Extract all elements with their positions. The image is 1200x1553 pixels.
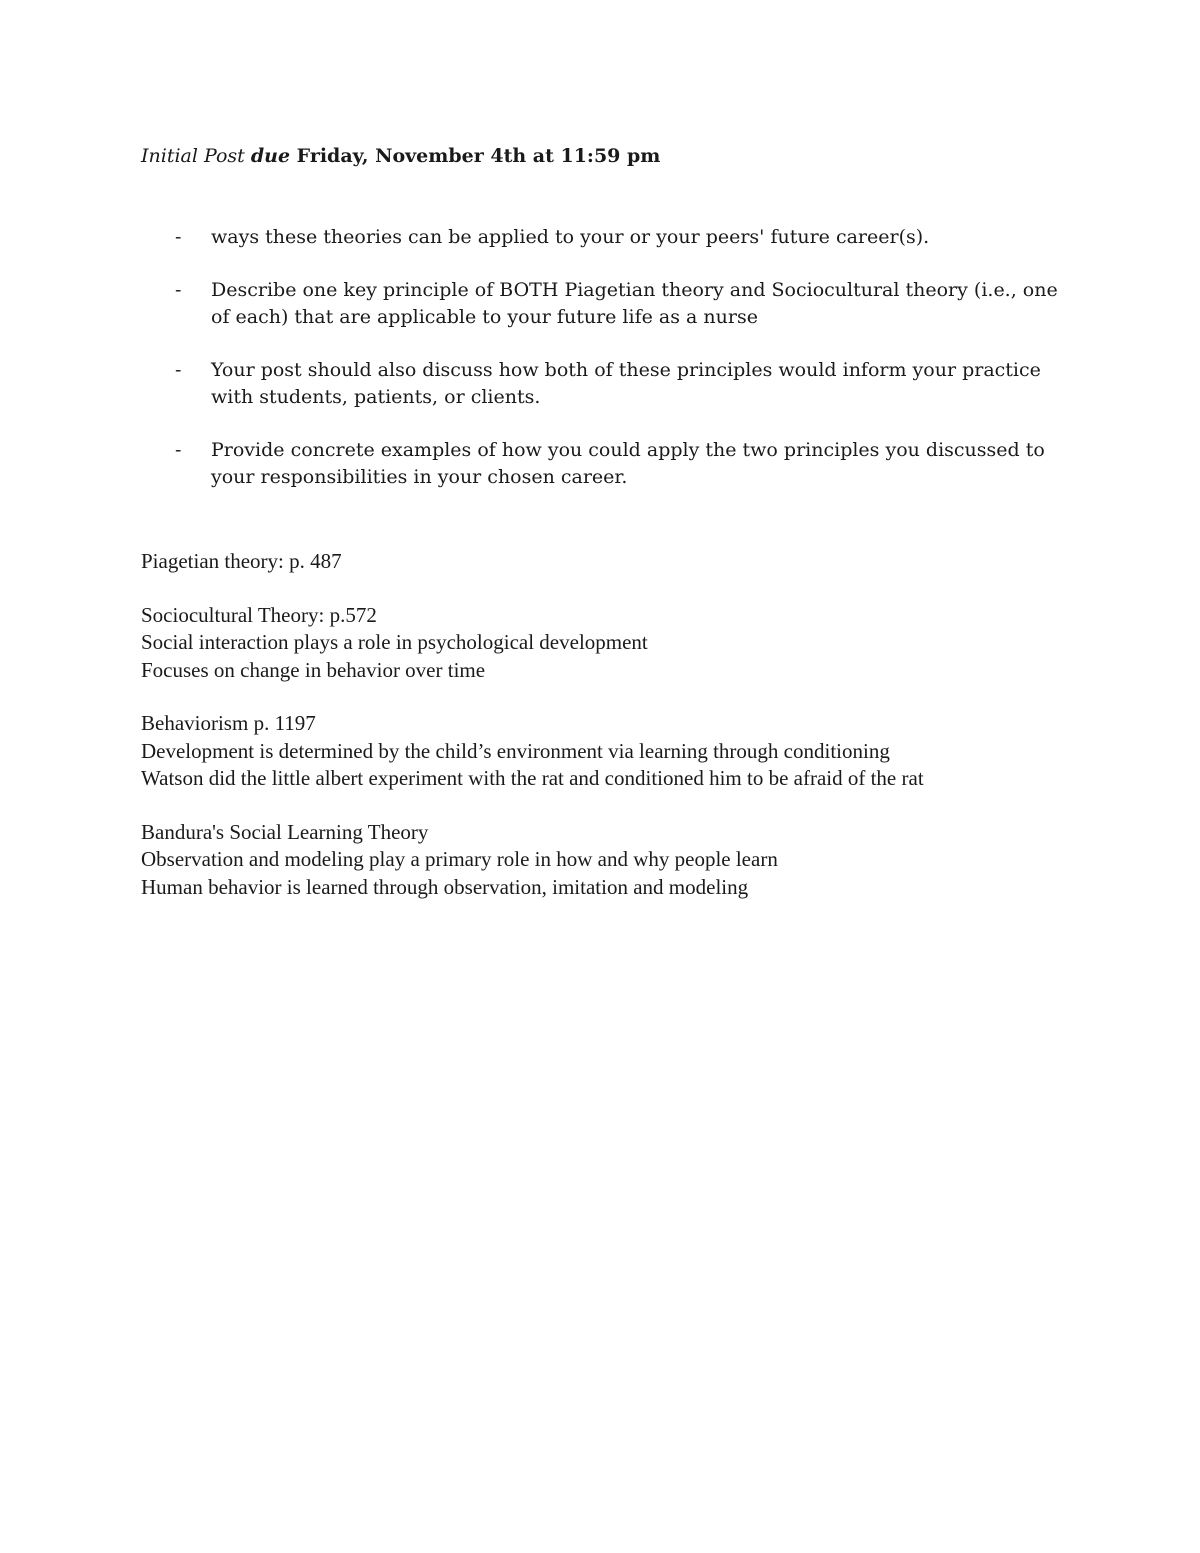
section-heading: Sociocultural Theory: p.572: [141, 602, 377, 627]
notes-section-sociocultural: [141, 602, 1141, 685]
note-line: Development is determined by the child’s environment via learning through conditioning: [141, 738, 890, 763]
header-due-date: Friday, November 4th at 11:59 pm: [290, 145, 661, 167]
bullet-dash: -: [175, 439, 182, 461]
notes-section-behaviorism: [141, 710, 1141, 793]
section-heading: Piagetian theory: p. 487: [141, 549, 342, 573]
bullet-dash: -: [175, 279, 182, 301]
list-item-text: Describe one key principle of BOTH Piagetian theory and Sociocultural theory (i.e., one of each) that are applicable to your future life as a nurse: [211, 279, 1058, 328]
list-item-text: Your post should also discuss how both of these principles would inform your practice with students, patients, or clients.: [211, 359, 1041, 408]
list-item: [141, 357, 1071, 411]
bullet-dash: -: [175, 359, 182, 381]
list-item: [141, 437, 1071, 491]
list-item-text: ways these theories can be applied to your or your peers' future career(s).: [211, 226, 930, 248]
header-initial-post: Initial Post: [141, 145, 251, 167]
note-line: Human behavior is learned through observation, imitation and modeling: [141, 874, 749, 899]
theory-notes: [141, 548, 1141, 927]
note-line: Focuses on change in behavior over time: [141, 657, 486, 682]
list-item-text: Provide concrete examples of how you could apply the two principles you discussed to your responsibilities in your chosen career.: [211, 439, 1045, 488]
section-heading: Behaviorism p. 1197: [141, 711, 316, 735]
notes-section-bandura: [141, 819, 1141, 902]
note-line: Observation and modeling play a primary role in how and why people learn: [141, 847, 778, 871]
assignment-due-header: [141, 142, 660, 170]
requirements-list: [141, 224, 1071, 517]
bullet-dash: -: [175, 226, 182, 248]
notes-section-piagetian: [141, 548, 1141, 576]
section-heading: Bandura's Social Learning Theory: [141, 819, 429, 844]
header-due: due: [250, 145, 291, 167]
list-item: [141, 224, 1071, 251]
note-line: Social interaction plays a role in psychological development: [141, 630, 648, 654]
note-line: Watson did the little albert experiment with the rat and conditioned him to be afraid of the rat: [141, 766, 924, 790]
list-item: [141, 277, 1071, 331]
